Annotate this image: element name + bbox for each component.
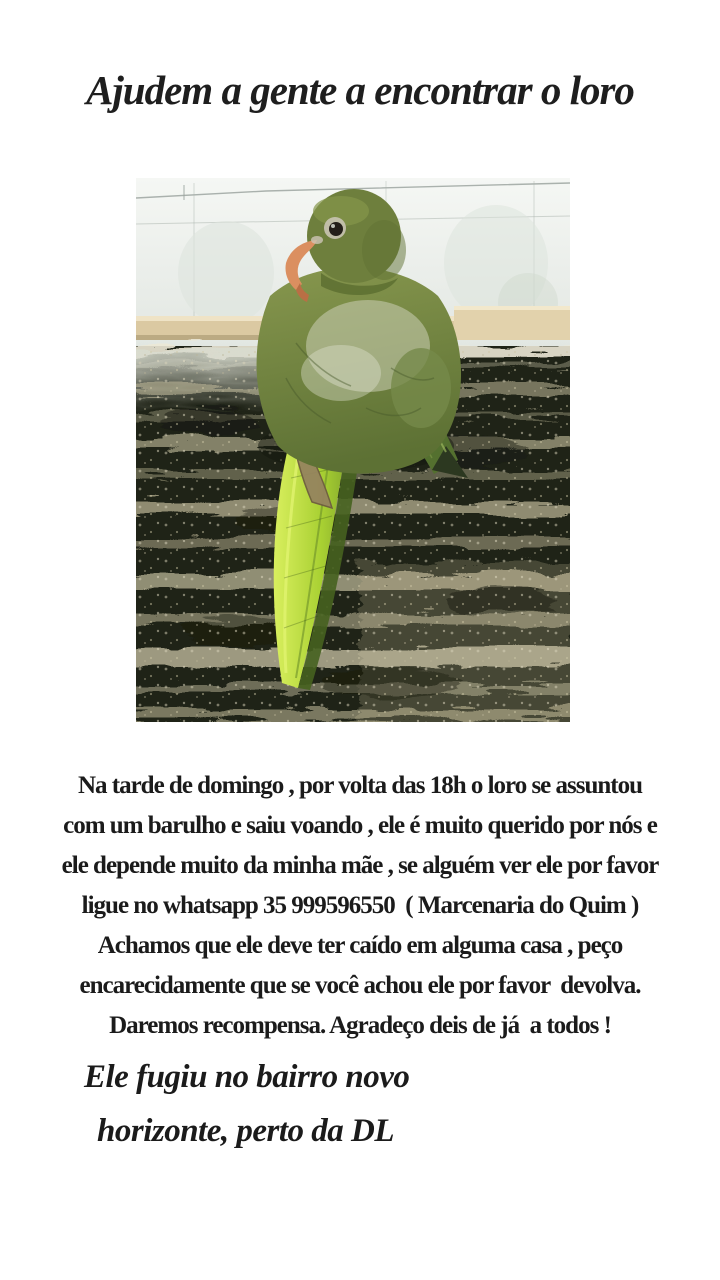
parrot-photo-graphic <box>136 178 570 722</box>
parrot-eye <box>324 217 346 239</box>
footer-line-1: Ele fugiu no bairro novo <box>84 1059 410 1095</box>
body-line-2: com um barulho e saiu voando , ele é muito querido por nós e <box>63 812 657 839</box>
body-line-6: encarecidamente que se você achou ele por favor devolva. <box>79 972 641 999</box>
body-line-5: Achamos que ele deve ter caído em alguma casa , peço <box>97 932 623 959</box>
parrot-photo <box>136 178 570 722</box>
footer-note <box>84 1050 409 1158</box>
body-line-7: Daremos recompensa. Agradeço deis de já a todos ! <box>109 1012 611 1039</box>
body-line-3: ele depende muito da minha mãe , se alguém ver ele por favor <box>61 852 659 879</box>
body-line-1: Na tarde de domingo , por volta das 18h o loro se assuntou <box>77 772 643 799</box>
body-line-4: ligue no whatsapp 35 999596550 ( Marcenaria do Quim ) <box>81 892 639 919</box>
body-text <box>0 766 720 1046</box>
parrot-body <box>257 268 461 474</box>
page-title: Ajudem a gente a encontrar o loro <box>86 67 634 113</box>
footer-line-2: horizonte, perto da DL <box>97 1113 395 1149</box>
